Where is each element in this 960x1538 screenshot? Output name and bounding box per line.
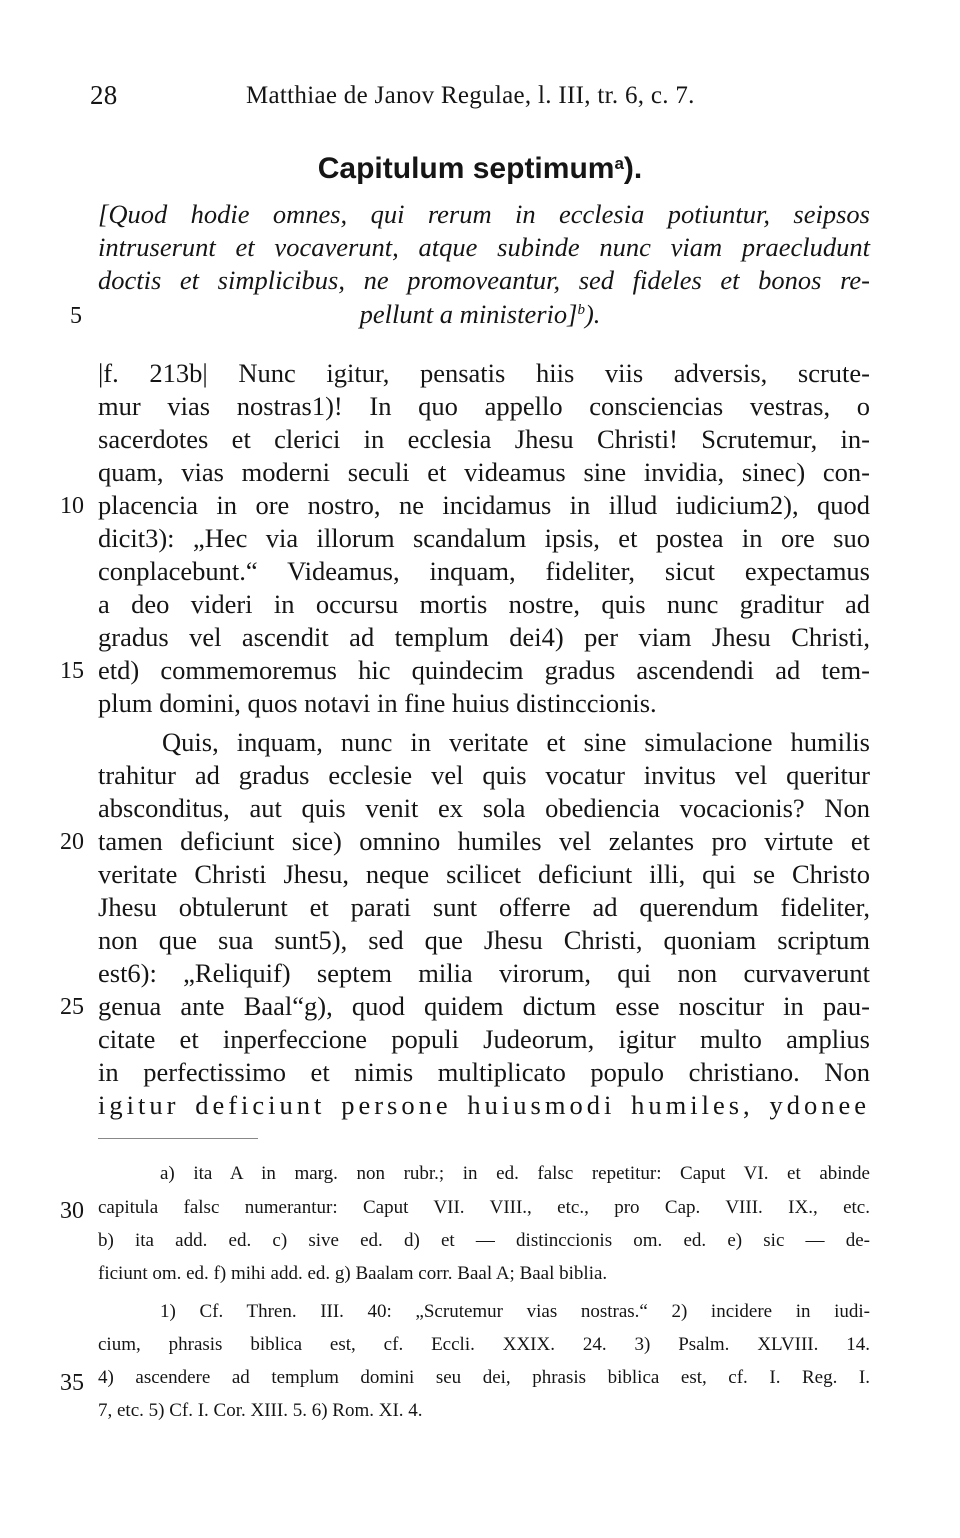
- body-line: non que sua sunt5), sed que Jhesu Christi, quoniam scriptum: [98, 925, 870, 955]
- summary-line: doctis et simplicibus, ne promoveantur, sed fideles et bonos re-: [98, 265, 870, 295]
- source-note-line: 1) Cf. Thren. III. 40: „Scrutemur vias nostras.“ 2) incidere in iudi-: [160, 1301, 870, 1322]
- body-line: |f. 213b| Nunc igitur, pensatis hiis viis adversis, scrute-: [98, 358, 870, 388]
- body-line: Quis, inquam, nunc in veritate et sine simulacione humilis: [162, 727, 870, 757]
- body-line: trahitur ad gradus ecclesie vel quis vocatur invitus vel queritur: [98, 760, 870, 790]
- body-line: absconditus, aut quis venit ex sola obediencia vocacionis? Non: [98, 793, 870, 823]
- line-number: 35: [60, 1370, 84, 1396]
- source-note-line: 7, etc. 5) Cf. I. Cor. XIII. 5. 6) Rom. XI. 4.: [98, 1400, 423, 1421]
- summary-line: [Quod hodie omnes, qui rerum in ecclesia potiuntur, seipsos: [98, 199, 870, 229]
- body-line: citate et inperfeccione populi Judeorum, igitur multo amplius: [98, 1024, 870, 1054]
- body-line: a deo videri in occursu mortis nostre, quis nunc graditur ad: [98, 589, 870, 619]
- page-number: 28: [90, 80, 118, 110]
- summary-last-text: pellunt a ministerio]: [359, 299, 578, 329]
- body-line: tamen deficiunt sice) omnino humiles vel zelantes pro virtute et: [98, 826, 870, 856]
- apparatus-line: b) ita add. ed. c) sive ed. d) et — distinccionis om. ed. e) sic — de-: [98, 1230, 870, 1251]
- body-line: Jhesu obtulerunt et parati sunt offerre ad querendum fideliter,: [98, 892, 870, 922]
- apparatus-line: a) ita A in marg. non rubr.; in ed. falsc repetitur: Caput VI. et abinde: [160, 1163, 870, 1184]
- running-head: Matthiae de Janov Regulae, l. III, tr. 6, c. 7.: [246, 82, 695, 109]
- apparatus-line: capitula falsc numerantur: Caput VII. VIII., etc., pro Cap. VIII. IX., etc.: [98, 1197, 870, 1218]
- source-note-line: 4) ascendere ad templum domini seu dei, phrasis biblica est, cf. I. Reg. I.: [98, 1367, 870, 1388]
- body-line: veritate Christi Jhesu, neque scilicet deficiunt illi, qui se Christo: [98, 859, 870, 889]
- body-line: sacerdotes et clerici in ecclesia Jhesu Christi! Scrutemur, in-: [98, 424, 870, 454]
- body-line: dicit3): „Hec via illorum scandalum ipsis, et postea in ore suo: [98, 523, 870, 553]
- body-line: plum domini, quos notavi in fine huius distinccionis.: [98, 688, 657, 718]
- chapter-title-note: a: [614, 154, 624, 173]
- body-line: genua ante Baal“g), quod quidem dictum esse noscitur in pau-: [98, 991, 870, 1021]
- summary-line: pellunt a ministerio]$^b$).: [359, 299, 601, 329]
- summary-note: b: [577, 302, 585, 318]
- line-number: 5: [70, 303, 82, 329]
- footnote-rule: [98, 1138, 258, 1139]
- body-line: in perfectissimo et nimis multiplicato populo christiano. Non: [98, 1057, 870, 1087]
- line-number: 15: [60, 658, 84, 684]
- line-number: 20: [60, 829, 84, 855]
- apparatus-line: ficiunt om. ed. f) mihi add. ed. g) Baalam corr. Baal A; Baal biblia.: [98, 1263, 608, 1284]
- body-line: etd) commemoremus hic quindecim gradus ascendendi ad tem-: [98, 655, 870, 685]
- chapter-title: Capitulum septimum$^a$).: [317, 152, 643, 185]
- line-number: 10: [60, 493, 84, 519]
- summary-line: intruserunt et vocaverunt, atque subinde nunc viam praecludunt: [98, 232, 870, 262]
- line-number: 25: [60, 994, 84, 1020]
- body-line: est6): „Reliquif) septem milia virorum, qui non curvaverunt: [98, 958, 870, 988]
- body-line: placencia in ore nostro, ne incidamus in illud iudicium2), quod: [98, 490, 870, 520]
- line-number: 30: [60, 1198, 84, 1224]
- body-line: quam, vias moderni seculi et videamus sine invidia, sinec) con-: [98, 457, 870, 487]
- body-line: gradus vel ascendit ad templum dei4) per viam Jhesu Christi,: [98, 622, 870, 652]
- chapter-title-text: Capitulum septimum: [317, 152, 615, 185]
- body-line: igitur deficiunt persone huiusmodi humiles, ydonee: [98, 1090, 870, 1120]
- source-note-line: cium, phrasis biblica est, cf. Eccli. XXIX. 24. 3) Psalm. XLVIII. 14.: [98, 1334, 870, 1355]
- body-line: mur vias nostras1)! In quo appello consciencias vestras, o: [98, 391, 870, 421]
- body-line: conplacebunt.“ Videamus, inquam, fideliter, sicut expectamus: [98, 556, 870, 586]
